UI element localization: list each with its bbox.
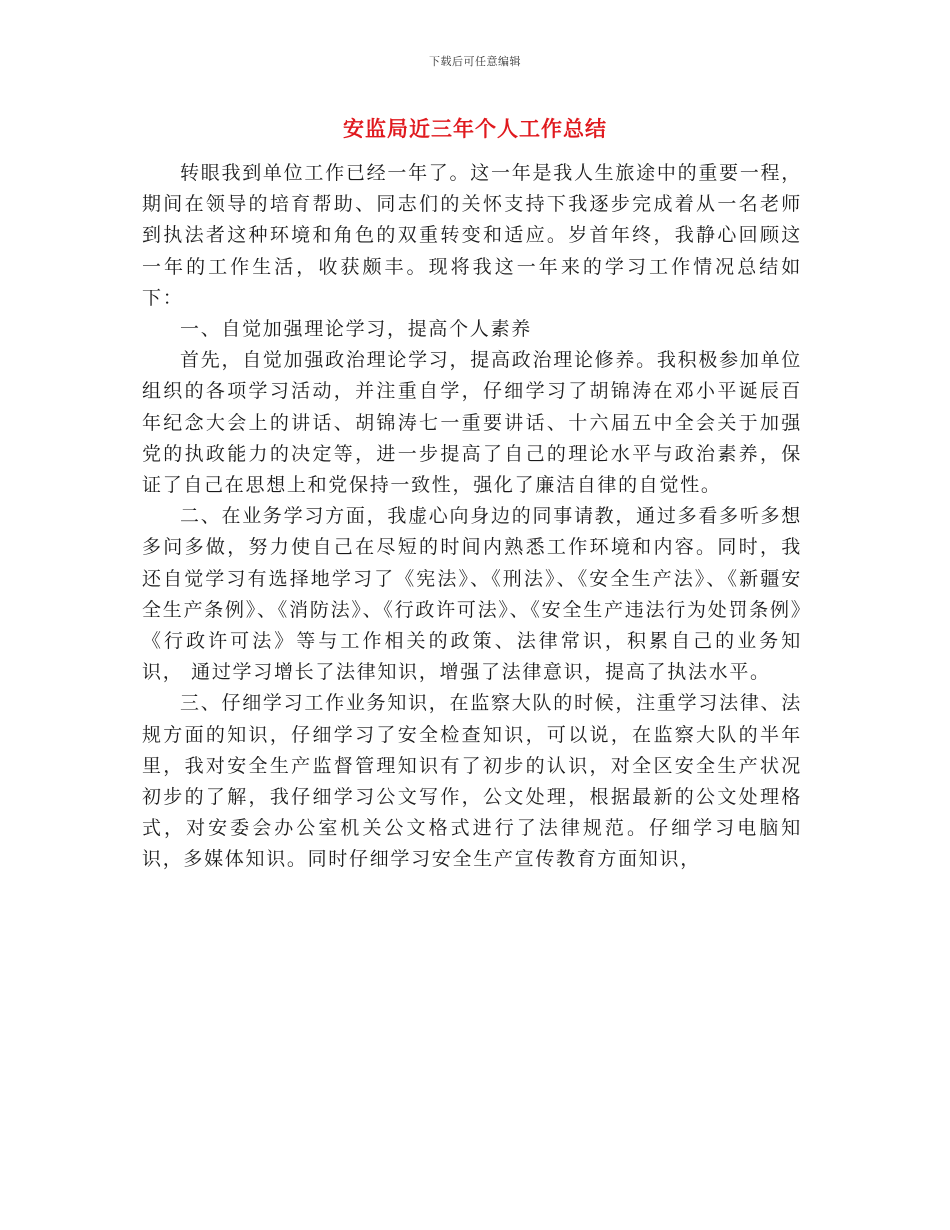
document-body (142, 158, 802, 876)
paragraph-theory-study: 首先，自觉加强政治理论学习，提高政治理论修养。我积极参加单位组织的各项学习活动，并注重自学，仔细学习了胡锦涛在邓小平诞辰百年纪念大会上的讲话、胡锦涛七一重要讲话、十六届五中全会关于加强党的执政能力的决定等，进一步提高了自己的理论水平与政治素养，保证了自己在思想上和党保持一致性，强化了廉洁自律的自觉性。 (142, 349, 802, 497)
header-note: 下载后可任意编辑 (429, 55, 521, 68)
paragraph-business-study: 二、在业务学习方面，我虚心向身边的同事请教，通过多看多听多想多问多做，努力使自己在尽短的时间内熟悉工作环境和内容。同时，我还自觉学习有选择地学习了《宪法》、《刑法》、《安全生产法》、《新疆安全生产条例》、《消防法》、《行政许可法》、《安全生产违法行为处罚条例》《行政许可法》等与工作相关的政策、法律常识，积累自己的业务知识， 通过学习增长了法律知识，增强了法律意识，提高了执法水平。 (142, 505, 802, 684)
paragraph-intro: 转眼我到单位工作已经一年了。这一年是我人生旅途中的重要一程，期间在领导的培育帮助、同志们的关怀支持下我逐步完成着从一名老师到执法者这种环境和角色的双重转变和适应。岁首年终，我静心回顾这一年的工作生活，收获颇丰。现将我这一年来的学习工作情况总结如下： (142, 162, 802, 309)
document-title: 安监局近三年个人工作总结 (343, 117, 607, 141)
section-heading-1: 一、自觉加强理论学习，提高个人素养 (180, 318, 532, 341)
paragraph-work-knowledge: 三、仔细学习工作业务知识，在监察大队的时候，注重学习法律、法规方面的知识，仔细学习了安全检查知识，可以说，在监察大队的半年里，我对安全生产监督管理知识有了初步的认识，对全区安全生产状况初步的了解，我仔细学习公文写作，公文处理，根据最新的公文处理格式，对安委会办公室机关公文格式进行了法律规范。仔细学习电脑知识，多媒体知识。同时仔细学习安全生产宣传教育方面知识， (142, 692, 802, 871)
